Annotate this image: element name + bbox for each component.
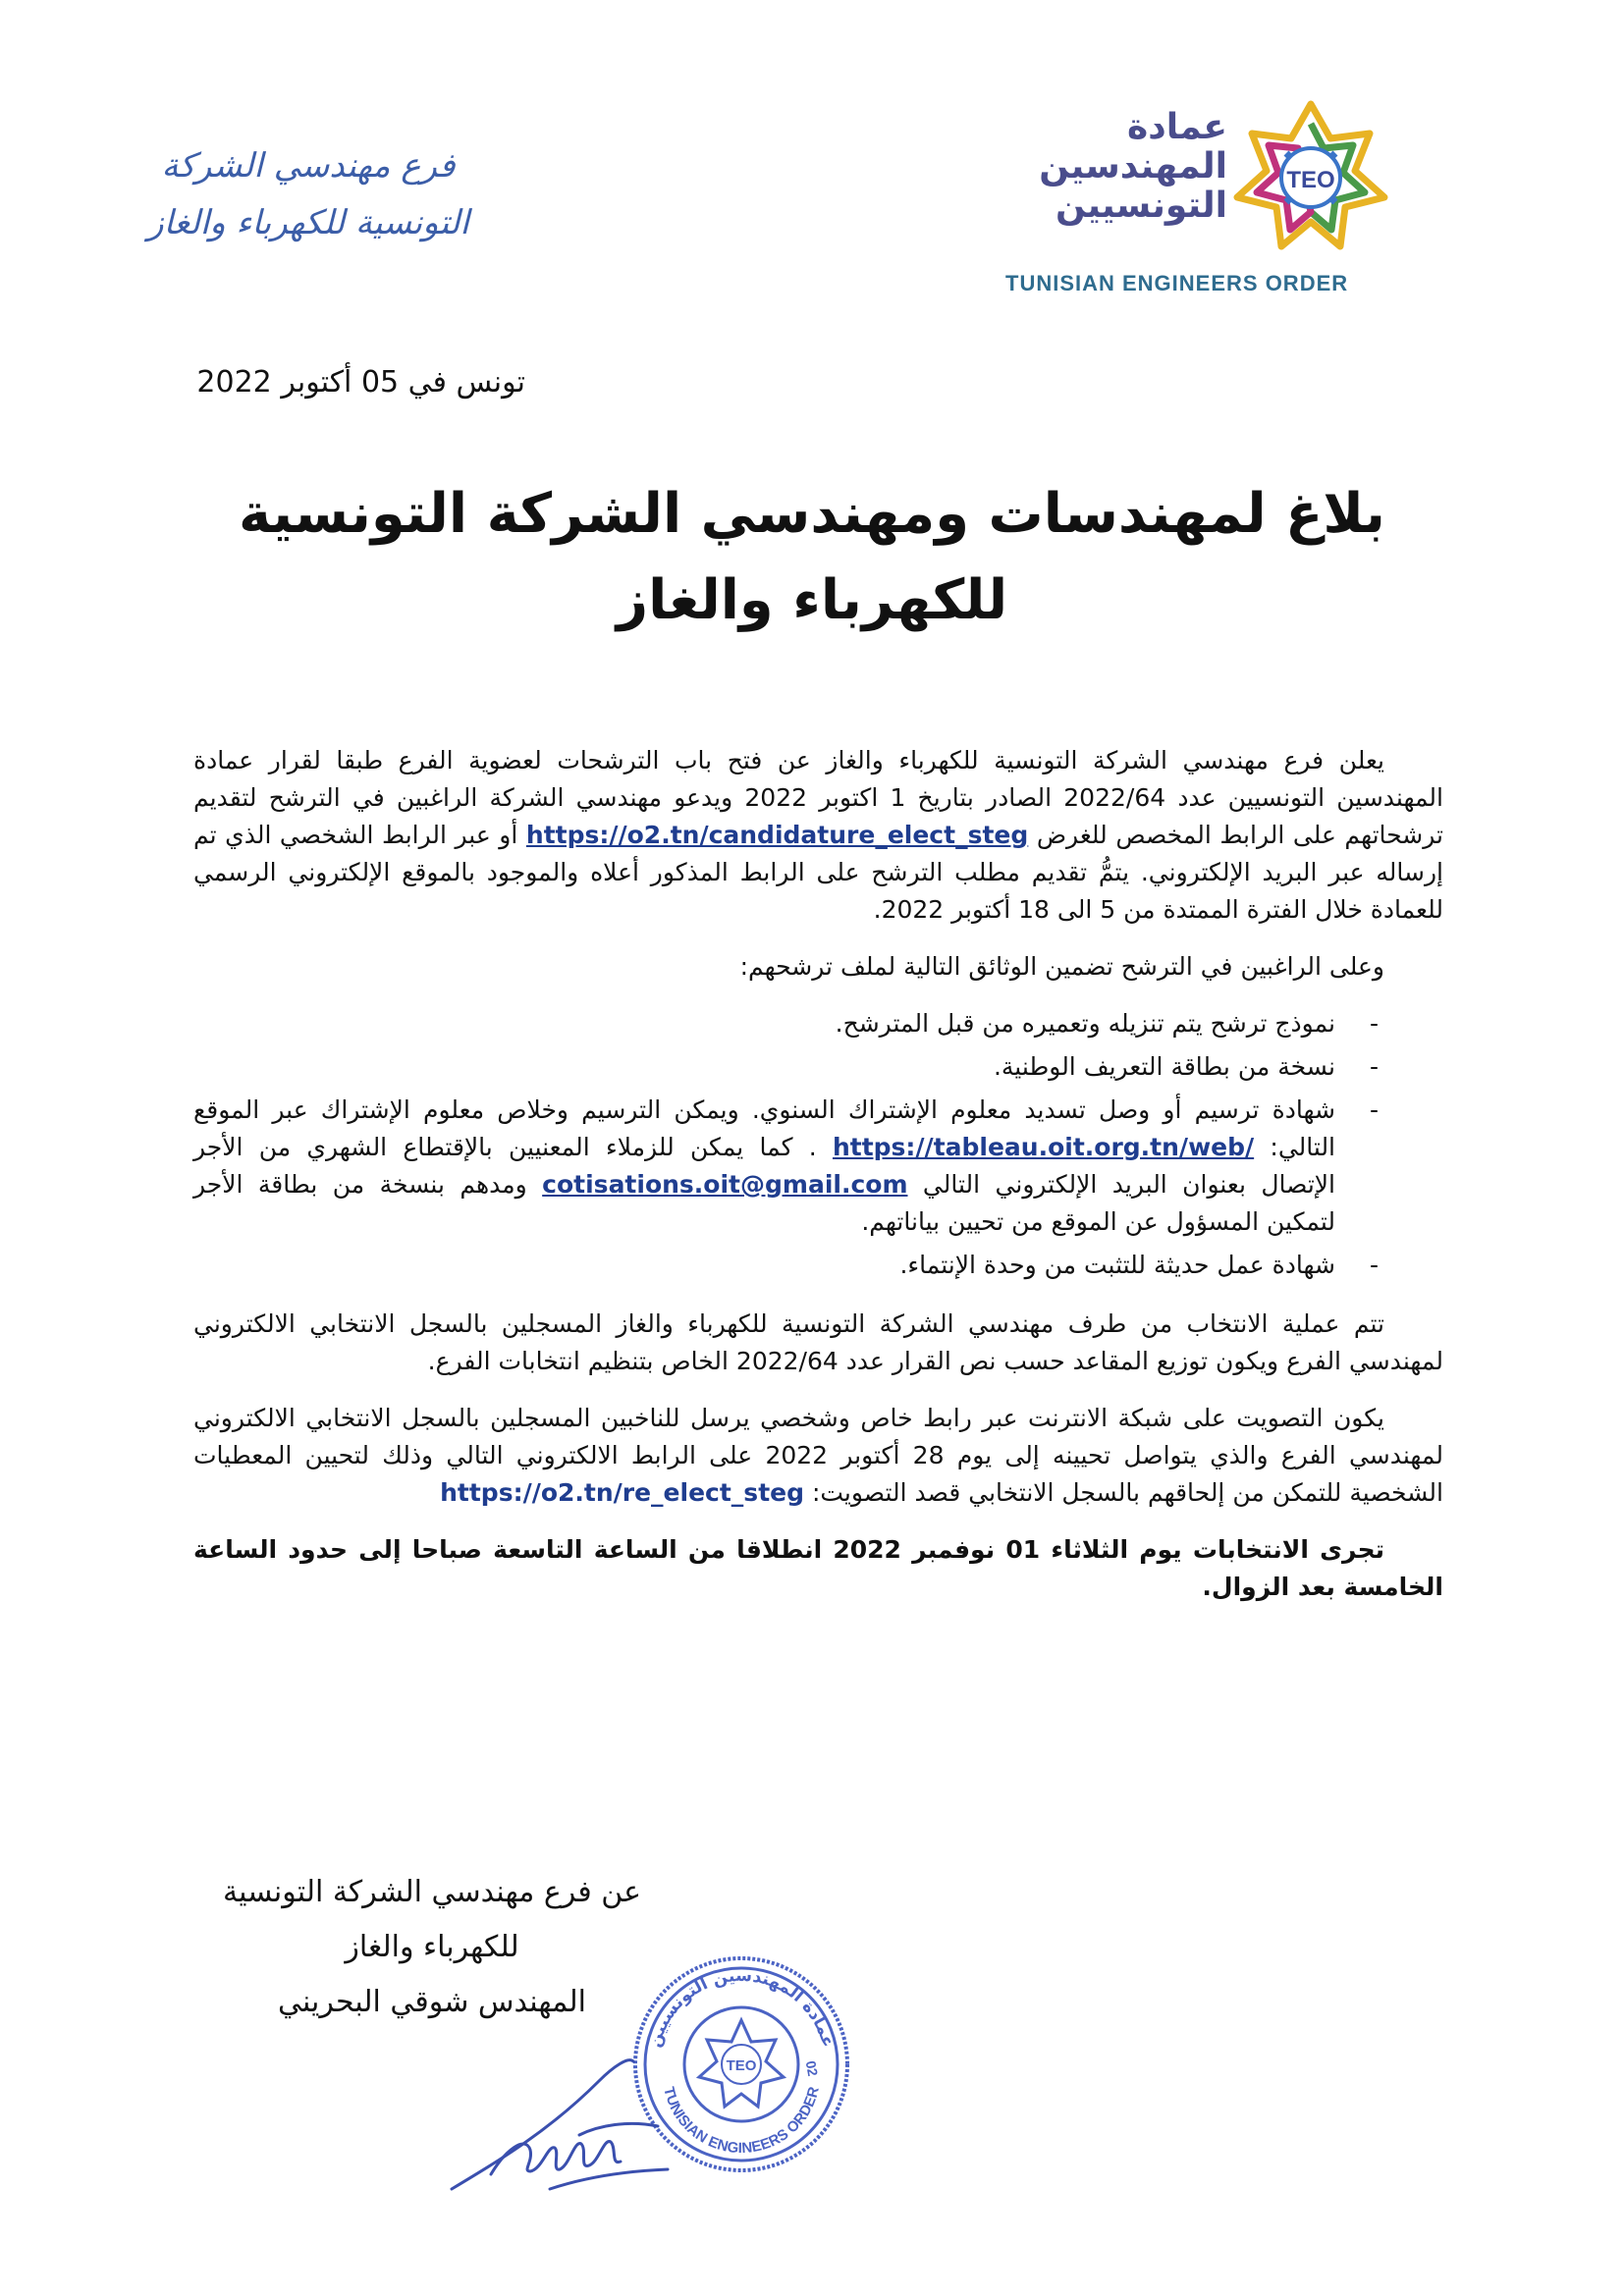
stamp-top-text: عمادة المهندسين التونسيين bbox=[644, 1965, 839, 2050]
handwritten-signature-icon bbox=[432, 2042, 687, 2209]
signature-block bbox=[216, 1865, 648, 2030]
candidature-link[interactable]: https://o2.tn/candidature_elect_steg bbox=[525, 821, 1029, 849]
list-item bbox=[193, 1092, 1335, 1241]
document-date: تونس في 05 أكتوبر 2022 bbox=[196, 365, 525, 400]
logo-arabic-text bbox=[972, 108, 1227, 226]
branch-header bbox=[102, 137, 514, 251]
page-title bbox=[118, 471, 1506, 644]
logo-english-text: TUNISIAN ENGINEERS ORDER bbox=[1005, 271, 1349, 295]
list-item: - نسخة من بطاقة التعريف الوطنية. bbox=[193, 1048, 1335, 1086]
tableau-oit-link[interactable]: https://tableau.oit.org.tn/web/ bbox=[832, 1133, 1255, 1161]
paragraph-voting-text: يكون التصويت على شبكة الانترنت عبر رابط خاص وشخصي يرسل للناخبين المسجلين بالسجل الانتخابي الالكتروني لمهندسي الفرع والذي يتواصل تحيينه إلى يوم 28 أكتوبر 2022 على الرابط الالكتروني التالي وذلك لتحيين المعطيات الشخصية للتمكن من إلحاقهم بالسجل الانتخابي قصد التصويت: bbox=[193, 1404, 1444, 1507]
stamp-bottom-text: TUNISIAN ENGINEERS ORDER bbox=[660, 2085, 823, 2158]
paragraph-election-process: تتم عملية الانتخاب من طرف مهندسي الشركة التونسية للكهرباء والغاز المسجلين بالسجل الانتخابي الالكتروني لمهندسي الفرع ويكون توزيع المقاعد حسب نص القرار عدد 2022/64 الخاص بتنظيم انتخابات الفرع. bbox=[193, 1309, 1443, 1375]
stamp-number-text: 02 bbox=[802, 2059, 822, 2078]
title-line1: بلاغ لمهندسات ومهندسي الشركة التونسية bbox=[239, 482, 1385, 546]
teo-emblem-icon bbox=[1227, 94, 1394, 261]
paragraph-documents-intro: وعلى الراغبين في الترشح تضمين الوثائق التالية لملف ترشحهم: bbox=[739, 952, 1384, 981]
paragraph-voting bbox=[193, 1400, 1443, 1512]
documents-list bbox=[193, 1005, 1443, 1284]
doc3-text-a: شهادة ترسيم أو وصل تسديد معلوم الإشتراك السنوي. ويمكن الترسيم وخلاص معلوم الإشتراك عبر الموقع التالي: bbox=[193, 1095, 1336, 1161]
paragraph-candidacy-text-b: أو عبر الرابط الشخصي الذي تم إرساله عبر البريد الإلكتروني. يتمُّ تقديم مطلب الترشح على الرابط المذكور أعلاه والموجود بالموقع الإلكتروني الرسمي للعمادة خلال الفترة الممتدة من 5 الى 18 أكتوبر 2022. bbox=[193, 821, 1443, 924]
paragraph-election-date: تجرى الانتخابات يوم الثلاثاء 01 نوفمبر 2022 انطلاقا من الساعة التاسعة صباحا إلى حدود الساعة الخامسة بعد الزوال. bbox=[193, 1535, 1443, 1601]
paragraph-candidacy bbox=[193, 742, 1443, 929]
doc3-text-c: ومدهم بنسخة من بطاقة الأجر لتمكين المسؤول عن الموقع من تحيين بياناتهم. bbox=[193, 1170, 1335, 1236]
logo-ar-line3: التونسيين bbox=[1055, 186, 1227, 226]
teo-logo bbox=[982, 94, 1414, 310]
list-item: - شهادة عمل حديثة للتثبت من وحدة الإنتماء. bbox=[193, 1247, 1335, 1284]
logo-ar-line2: المهندسين bbox=[1039, 146, 1227, 187]
re-elect-link[interactable]: https://o2.tn/re_elect_steg bbox=[440, 1478, 804, 1507]
signature-line2: للكهرباء والغاز bbox=[345, 1930, 519, 1964]
title-line2: للكهرباء والغاز bbox=[616, 568, 1008, 632]
signature-line1: عن فرع مهندسي الشركة التونسية bbox=[223, 1875, 641, 1909]
logo-badge-text: TEO bbox=[1286, 167, 1335, 193]
list-item: - نموذج ترشح يتم تنزيله وتعميره من قبل المترشح. bbox=[193, 1005, 1335, 1042]
cotisations-email-link[interactable]: cotisations.oit@gmail.com bbox=[542, 1170, 908, 1199]
stamp-badge-text: TEO bbox=[726, 2057, 757, 2074]
announcement-body bbox=[193, 742, 1443, 1626]
paragraph-candidacy-text-a: يعلن فرع مهندسي الشركة التونسية للكهرباء والغاز عن فتح باب الترشحات لعضوية الفرع طبقا لقرار عمادة المهندسين التونسيين عدد 2022/64 الصادر بتاريخ 1 اكتوبر 2022 ويدعو مهندسي الشركة الراغبين في الترشح لتقديم ترشحاتهم على الرابط المخصص للغرض bbox=[193, 746, 1443, 849]
branch-name-line1: فرع مهندسي الشركة bbox=[161, 146, 456, 186]
doc3-text-b: . كما يمكن للزملاء المعنيين بالإقتطاع الشهري من الأجر الإتصال بعنوان البريد الإلكتروني التالي bbox=[193, 1133, 1335, 1199]
logo-ar-line1: عمادة bbox=[1127, 107, 1227, 147]
branch-name-line2: التونسية للكهرباء والغاز bbox=[147, 203, 469, 242]
signature-name: المهندس شوقي البحريني bbox=[278, 1985, 586, 2019]
